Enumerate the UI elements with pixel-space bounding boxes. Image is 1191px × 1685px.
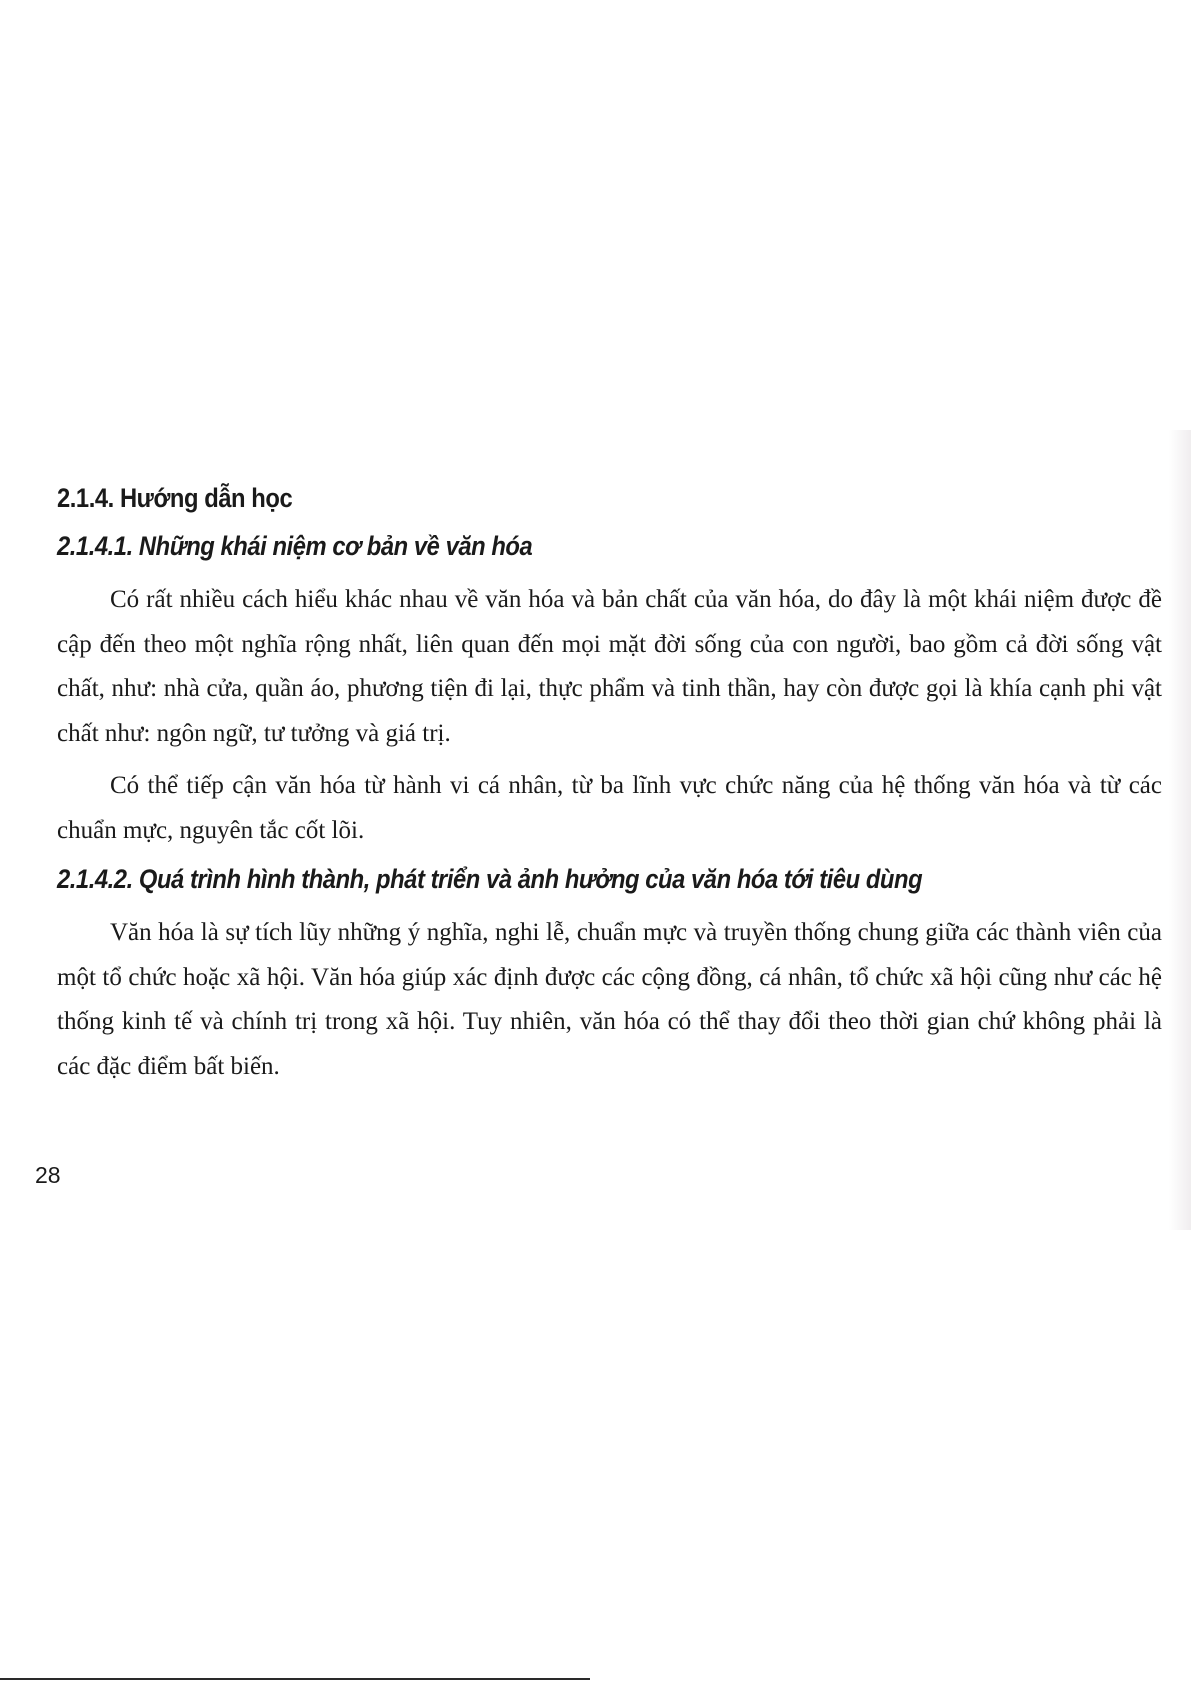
paragraph-1: Có rất nhiều cách hiểu khác nhau về văn hóa và bản chất của văn hóa, do đây là một khái niệm được đề cập đến theo một nghĩa rộng nhất, liên quan đến mọi mặt đời sống của con người, bao gồm cả đời sống vật chất, như: nhà cửa, quần áo, phương tiện đi lại, thực phẩm và tinh thần, hay còn được gọi là khía cạnh phi vật chất như: ngôn ngữ, tư tưởng và giá trị. bbox=[57, 586, 1162, 747]
paragraph-3: Văn hóa là sự tích lũy những ý nghĩa, nghi lễ, chuẩn mực và truyền thống chung giữa các thành viên của một tổ chức hoặc xã hội. Văn hóa giúp xác định được các cộng đồng, cá nhân, tổ chức xã hội cũng như các hệ thống kinh tế và chính trị trong xã hội. Tuy nhiên, văn hóa có thể thay đổi theo thời gian chứ không phải là các đặc điểm bất biến. bbox=[57, 919, 1162, 1080]
page-content bbox=[57, 480, 1162, 1097]
subsection-heading-1: 2.1.4.1. Những khái niệm cơ bản về văn hóa bbox=[57, 531, 533, 561]
subsection-heading-2: 2.1.4.2. Quá trình hình thành, phát triển và ảnh hưởng của văn hóa tới tiêu dùng bbox=[57, 864, 923, 894]
paragraph-2: Có thể tiếp cận văn hóa từ hành vi cá nhân, từ ba lĩnh vực chức năng của hệ thống văn hóa và từ các chuẩn mực, nguyên tắc cốt lõi. bbox=[57, 772, 1162, 844]
scan-edge-shadow bbox=[1169, 430, 1191, 1230]
page-number: 28 bbox=[35, 1162, 61, 1188]
section-heading: 2.1.4. Hướng dẫn học bbox=[57, 483, 293, 513]
bottom-divider bbox=[0, 1678, 590, 1680]
